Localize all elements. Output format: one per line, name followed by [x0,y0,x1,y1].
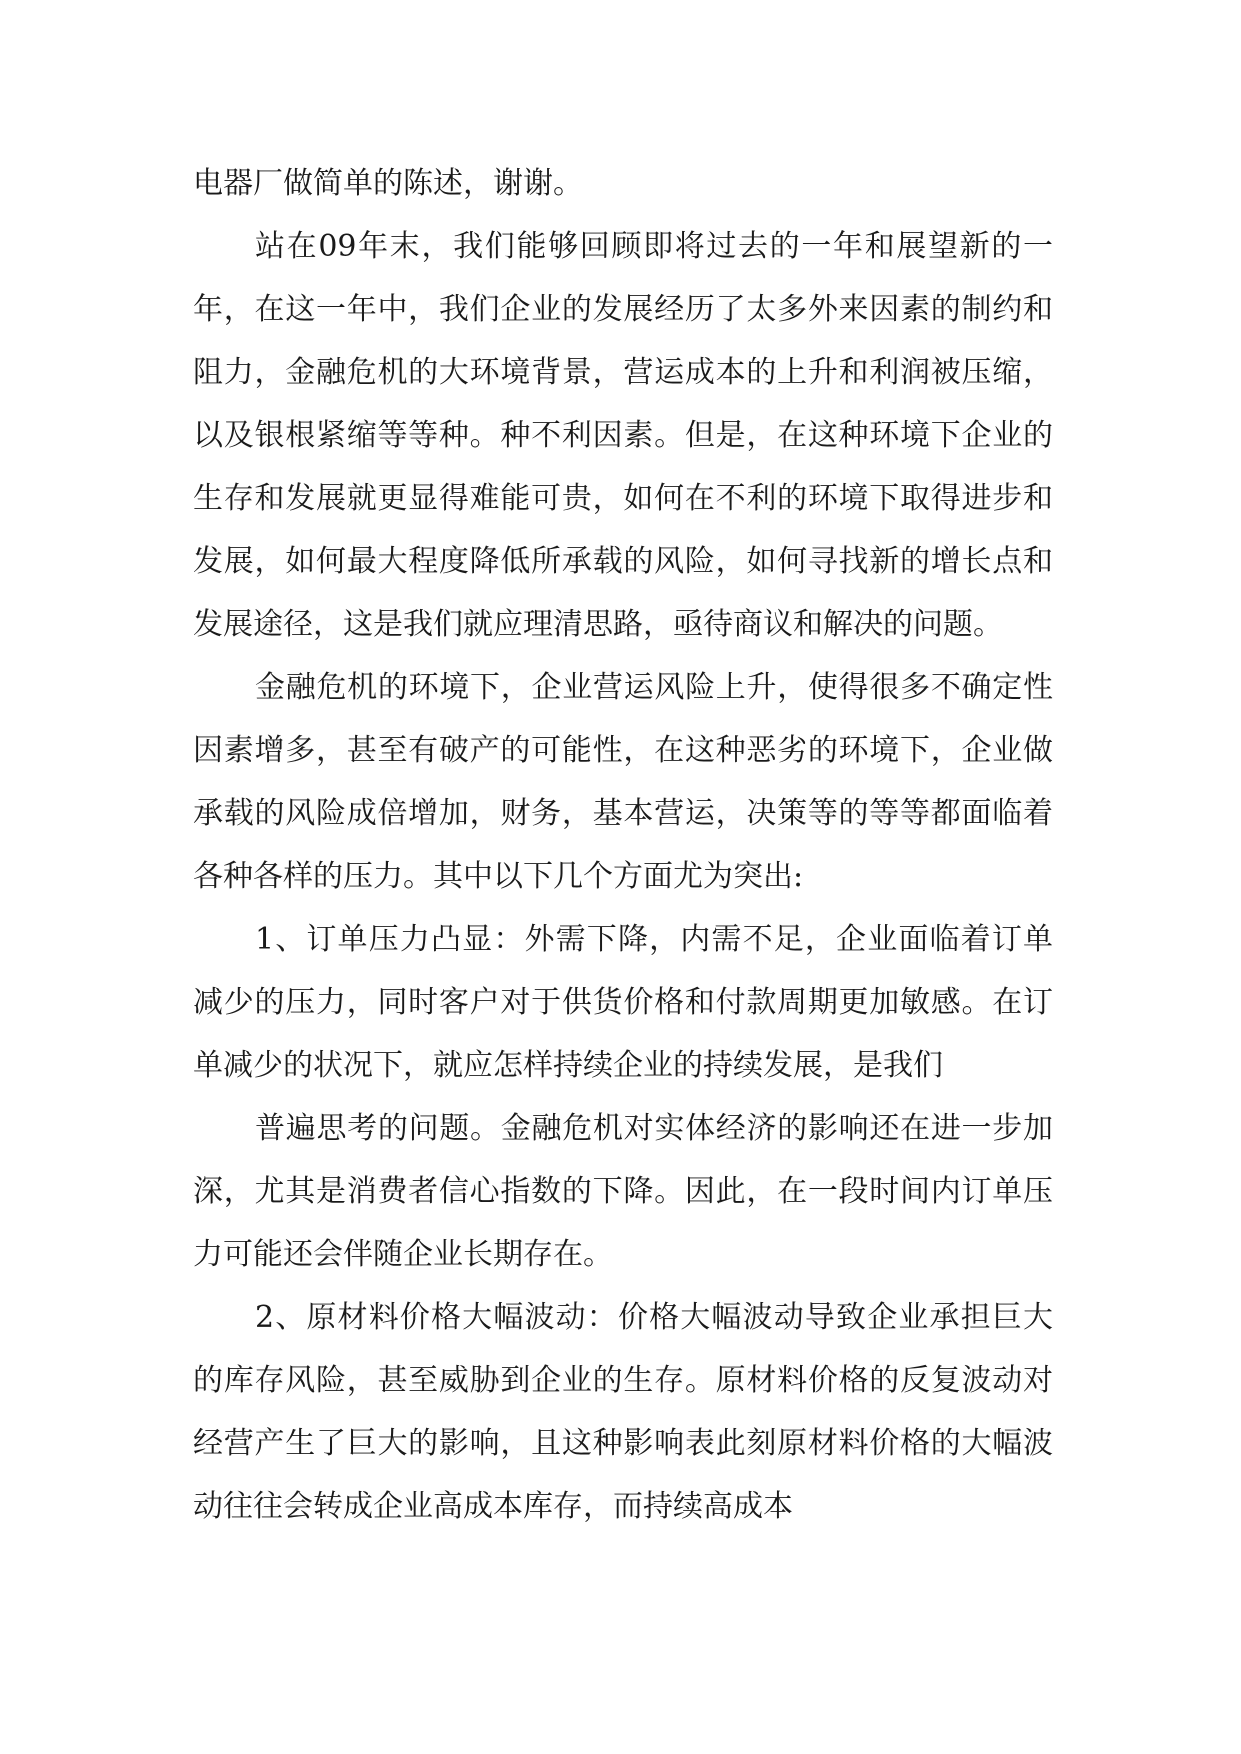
paragraph: 金融危机的环境下，企业营运风险上升，使得很多不确定性因素增多，甚至有破产的可能性，在这种恶劣的环境下，企业做承载的风险成倍增加，财务，基本营运，决策等的等等都面临着各种各样的压力。其中以下几个方面尤为突出: [193,670,1053,894]
paragraph: 1、订单压力凸显：外需下降，内需不足，企业面临着订单减少的压力，同时客户对于供货价格和付款周期更加敏感。在订单减少的状况下，就应怎样持续企业的持续发展，是我们 [193,922,1053,1083]
document-body [193,152,1053,1538]
paragraph-continuation: 电器厂做简单的陈述，谢谢。 [193,166,583,201]
paragraph: 站在09年末，我们能够回顾即将过去的一年和展望新的一年，在这一年中，我们企业的发展经历了太多外来因素的制约和阻力，金融危机的大环境背景，营运成本的上升和利润被压缩，以及银根紧缩等等种。种不利因素。但是，在这种环境下企业的生存和发展就更显得难能可贵，如何在不利的环境下取得进步和发展，如何最大程度降低所承载的风险，如何寻找新的增长点和发展途径，这是我们就应理清思路，亟待商议和解决的问题。 [193,229,1053,642]
paragraph: 普遍思考的问题。金融危机对实体经济的影响还在进一步加深，尤其是消费者信心指数的下降。因此，在一段时间内订单压力可能还会伴随企业长期存在。 [193,1111,1053,1272]
paragraph: 2、原材料价格大幅波动：价格大幅波动导致企业承担巨大的库存风险，甚至威胁到企业的生存。原材料价格的反复波动对经营产生了巨大的影响，且这种影响表此刻原材料价格的大幅波动往往会转成企业高成本库存，而持续高成本 [193,1300,1053,1524]
